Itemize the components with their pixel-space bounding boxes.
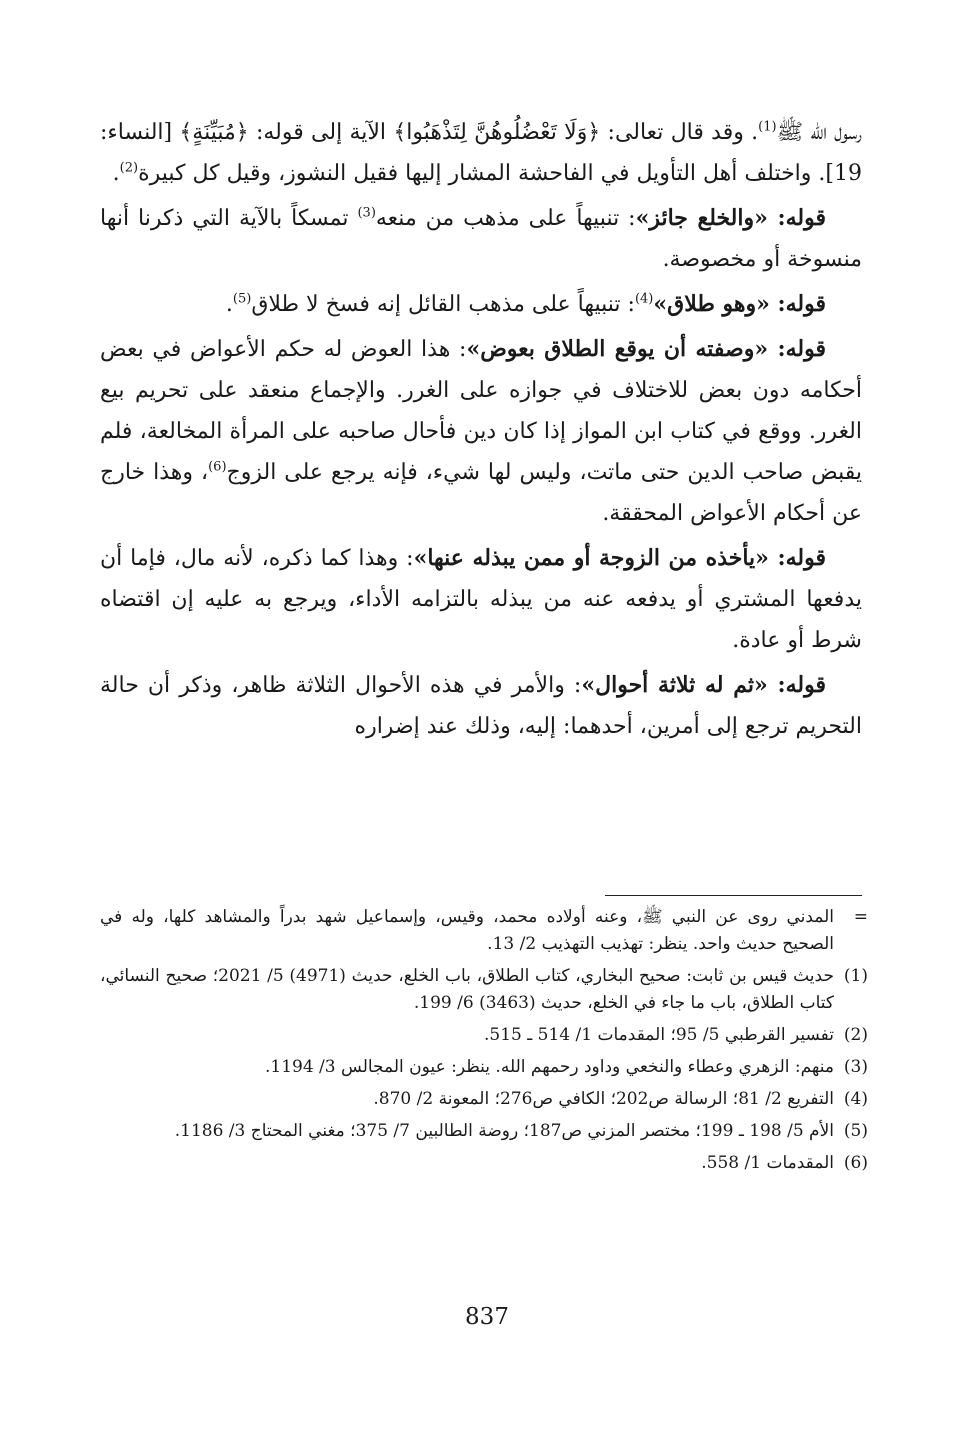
text-run: : تنبيهاً على مذهب القائل إنه فسخ لا طلاق — [251, 292, 635, 317]
footnote-text: حديث قيس بن ثابت: صحيح البخاري، كتاب الطلاق، باب الخلع، حديث (4971) 5/ 2021؛ صحيح النسائي، كتاب الطلاق، باب ما جاء في الخلع، حديث (3463) 6/ 199. — [100, 966, 834, 1013]
footnote-number: (1) — [843, 966, 868, 986]
text-run: . — [225, 292, 233, 317]
footnote-separator — [605, 895, 862, 896]
footnote-6 — [100, 1150, 868, 1177]
footnote-number: (3) — [843, 1057, 868, 1077]
paragraph-4 — [100, 329, 862, 534]
text-run: : هذا العوض له حكم الأعواض في بعض أحكامه دون بعض للاختلاف في جوازه على الغرر. والإجماع منعقد على تحريم بيع الغرر. ووقع في كتاب ابن المواز إذا كان دين فأحال صاحبه على المرأة المخالعة، فلم يقبض صاحب الدين حتى ماتت، وليس لها شيء، فإنه يرجع على الزوج — [100, 337, 862, 485]
text-run: ، وهذا خارج عن أحكام الأعواض المحققة. — [100, 460, 862, 526]
paragraph-2 — [100, 198, 862, 280]
paragraph-6 — [100, 665, 862, 747]
paragraph-5 — [100, 538, 862, 661]
footnote-text: التفريع 2/ 81؛ الرسالة ص202؛ الكافي ص276؛ المعونة 2/ 870. — [373, 1089, 834, 1109]
footnote-text: الأم 5/ 198 ـ 199؛ مختصر المزني ص187؛ روضة الطالبين 7/ 375؛ مغني المحتاج 3/ 1186. — [174, 1121, 834, 1141]
text-run: رسول الله ﷺ — [776, 120, 862, 145]
paragraph-heading: قوله: «وهو طلاق» — [653, 291, 826, 317]
footnote-ref-5[interactable]: (5) — [232, 291, 252, 307]
footnote-1 — [100, 963, 868, 1017]
paragraph-3 — [100, 284, 862, 325]
footnote-3 — [100, 1054, 868, 1081]
footnote-number: (6) — [843, 1153, 868, 1173]
footnote-ref-4[interactable]: (4) — [634, 291, 654, 307]
text-run: : وهذا كما ذكره، لأنه مال، فإما أن يدفعها المشتري أو يدفعه عنه من يبذله بالتزامه الأداء، ويرجع به عليه إن اقتضاه شرط أو عادة. — [100, 546, 862, 653]
footnote-continued — [100, 904, 868, 958]
page-number: 837 — [465, 1304, 509, 1330]
paragraph-1 — [100, 112, 862, 194]
text-run: : والأمر في هذه الأحوال الثلاثة ظاهر، وذكر أن حالة التحريم ترجع إلى أمرين، أحدهما: إليه، وذلك عند إضراره — [100, 673, 862, 739]
footnotes — [100, 904, 868, 1182]
text-run: . وقد قال تعالى: ﴿وَلَا تَعْضُلُوهُنَّ لِتَذْهَبُوا﴾ الآية إلى قوله: ﴿مُبَيِّنَةٍ﴾ [النساء: 19]. واختلف أهل التأويل في الفاحشة المشار إليها فقيل النشوز، وقيل كل كبيرة — [100, 120, 862, 186]
footnote-text: تفسير القرطبي 5/ 95؛ المقدمات 1/ 514 ـ 515. — [484, 1025, 834, 1045]
paragraph-heading: قوله: «ثم له ثلاثة أحوال» — [581, 672, 826, 698]
footnote-ref-6[interactable]: (6) — [208, 459, 227, 475]
footnote-ref-1[interactable]: (1) — [758, 119, 777, 135]
paragraph-heading: قوله: «والخلع جائز» — [635, 205, 826, 231]
footnote-number: (4) — [843, 1089, 868, 1109]
paragraph-heading: قوله: «يأخذه من الزوجة أو ممن يبذله عنها» — [413, 545, 826, 571]
text-run: . — [112, 161, 120, 186]
footnote-number: = — [853, 907, 868, 927]
footnote-ref-3[interactable]: (3) — [357, 205, 376, 221]
footnote-number: (5) — [843, 1121, 868, 1141]
paragraph-heading: قوله: «وصفته أن يوقع الطلاق بعوض» — [466, 336, 827, 362]
footnote-4 — [100, 1086, 868, 1113]
footnote-5 — [100, 1118, 868, 1145]
main-text — [100, 112, 862, 751]
footnote-ref-2[interactable]: (2) — [119, 160, 139, 176]
footnote-2 — [100, 1022, 868, 1049]
text-run: : تنبيهاً على مذهب من منعه — [375, 206, 636, 231]
text-run: تمسكاً بالآية التي ذكرنا أنها منسوخة أو مخصوصة. — [100, 206, 862, 272]
footnote-text: منهم: الزهري وعطاء والنخعي وداود رحمهم الله. ينظر: عيون المجالس 3/ 1194. — [264, 1057, 834, 1077]
footnote-number: (2) — [843, 1025, 868, 1045]
footnote-text: المقدمات 1/ 558. — [701, 1153, 834, 1173]
footnote-text: المدني روى عن النبي ﷺ، وعنه أولاده محمد، وقيس، وإسماعيل شهد بدراً والمشاهد كلها، وله في الصحيح حديث واحد. ينظر: تهذيب التهذيب 2/ 13. — [100, 907, 834, 954]
